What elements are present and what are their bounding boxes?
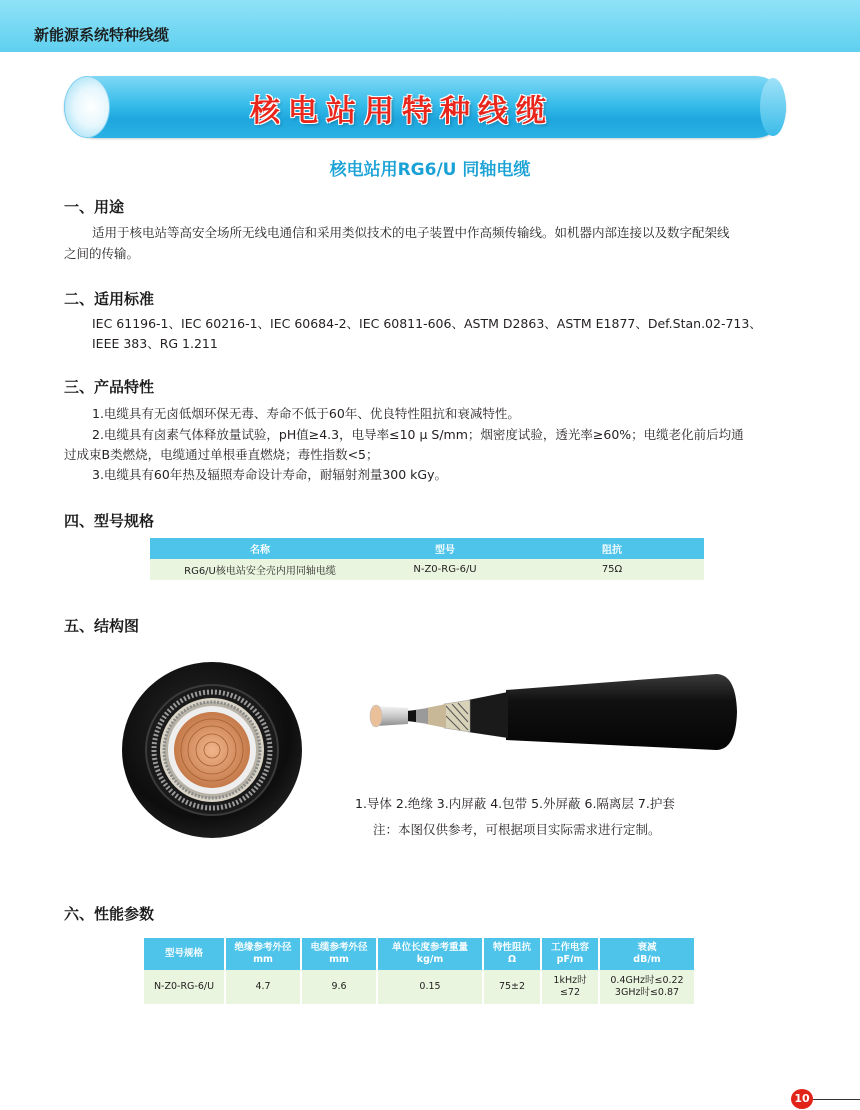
cell-attenuation: 0.4GHz时≤0.22 3GHz时≤0.87 — [599, 970, 695, 1004]
feature-item-2-line1: 2.电缆具有卤素气体释放量试验，pH值≥4.3，电导率≤10 μ S/mm；烟密度试验，透光率≥60%；电缆老化前后均通 — [92, 427, 744, 442]
cell-weight: 0.15 — [377, 970, 483, 1004]
feature-item-2-line2: 过成束B类燃烧，电缆通过单根垂直燃烧；毒性指数<5； — [64, 447, 379, 462]
usage-heading: 一、用途 — [64, 198, 125, 216]
col-impedance: 特性阻抗 Ω — [483, 938, 541, 970]
feature-item-1: 1.电缆具有无卤低烟环保无毒、寿命不低于60年、优良特性阻抗和衰减特性。 — [92, 406, 520, 421]
structure-note: 注：本图仅供参考，可根据项目实际需求进行定制。 — [373, 822, 661, 837]
table-header-row — [144, 938, 695, 970]
usage-text-line2: 之间的传输。 — [64, 246, 140, 261]
col-attenuation: 衰减 dB/m — [599, 938, 695, 970]
cell-capacitance: 1kHz时 ≤72 — [541, 970, 599, 1004]
cell-cable-od: 9.6 — [301, 970, 377, 1004]
footer-line — [812, 1099, 860, 1100]
models-heading: 四、型号规格 — [64, 512, 155, 530]
col-weight: 单位长度参考重量 kg/m — [377, 938, 483, 970]
standards-line2: IEEE 383、RG 1.211 — [92, 336, 218, 351]
banner-end-left — [64, 76, 110, 138]
col-model: 型号 — [370, 538, 520, 559]
performance-heading: 六、性能参数 — [64, 905, 155, 923]
performance-table — [144, 938, 696, 1004]
usage-text-line1: 适用于核电站等高安全场所无线电通信和采用类似技术的电子装置中作高频传输线。如机器内部连接以及数字配架线 — [92, 225, 730, 240]
cable-cross-section-image — [120, 660, 304, 840]
standards-heading: 二、适用标准 — [64, 290, 155, 308]
cell-model: N-Z0-RG-6/U — [370, 559, 520, 580]
col-capacitance: 工作电容 pF/m — [541, 938, 599, 970]
table-header-row — [150, 538, 704, 559]
cell-insulation-od: 4.7 — [225, 970, 301, 1004]
col-cable-od: 电缆参考外径 mm — [301, 938, 377, 970]
standards-line1: IEC 61196-1、IEC 60216-1、IEC 60684-2、IEC 60811-606、ASTM D2863、ASTM E1877、Def.Stan.02-713、 — [92, 316, 762, 331]
feature-item-3: 3.电缆具有60年热及辐照寿命设计寿命，耐辐射剂量300 kGy。 — [92, 467, 447, 482]
series-title: 新能源系统特种线缆 — [34, 26, 170, 44]
features-heading: 三、产品特性 — [64, 378, 155, 396]
table-row — [150, 559, 704, 580]
banner-end-right — [760, 78, 786, 136]
col-insulation-od: 绝缘参考外径 mm — [225, 938, 301, 970]
cell-model: N-Z0-RG-6/U — [144, 970, 225, 1004]
banner-title: 核电站用特种线缆 — [250, 94, 554, 129]
cable-side-view-image — [356, 672, 738, 754]
structure-heading: 五、结构图 — [64, 617, 140, 635]
col-impedance: 阻抗 — [520, 538, 704, 559]
cell-impedance: 75Ω — [520, 559, 704, 580]
table-row — [144, 970, 695, 1004]
page-number: 10 — [791, 1089, 813, 1109]
product-title: 核电站用RG6/U 同轴电缆 — [329, 160, 531, 180]
cell-impedance: 75±2 — [483, 970, 541, 1004]
structure-legend: 1.导体 2.绝缘 3.内屏蔽 4.包带 5.外屏蔽 6.隔离层 7.护套 — [355, 796, 675, 811]
col-model-spec: 型号规格 — [144, 938, 225, 970]
col-name: 名称 — [150, 538, 370, 559]
model-spec-table — [150, 538, 704, 580]
cell-name: RG6/U核电站安全壳内用同轴电缆 — [150, 559, 370, 580]
